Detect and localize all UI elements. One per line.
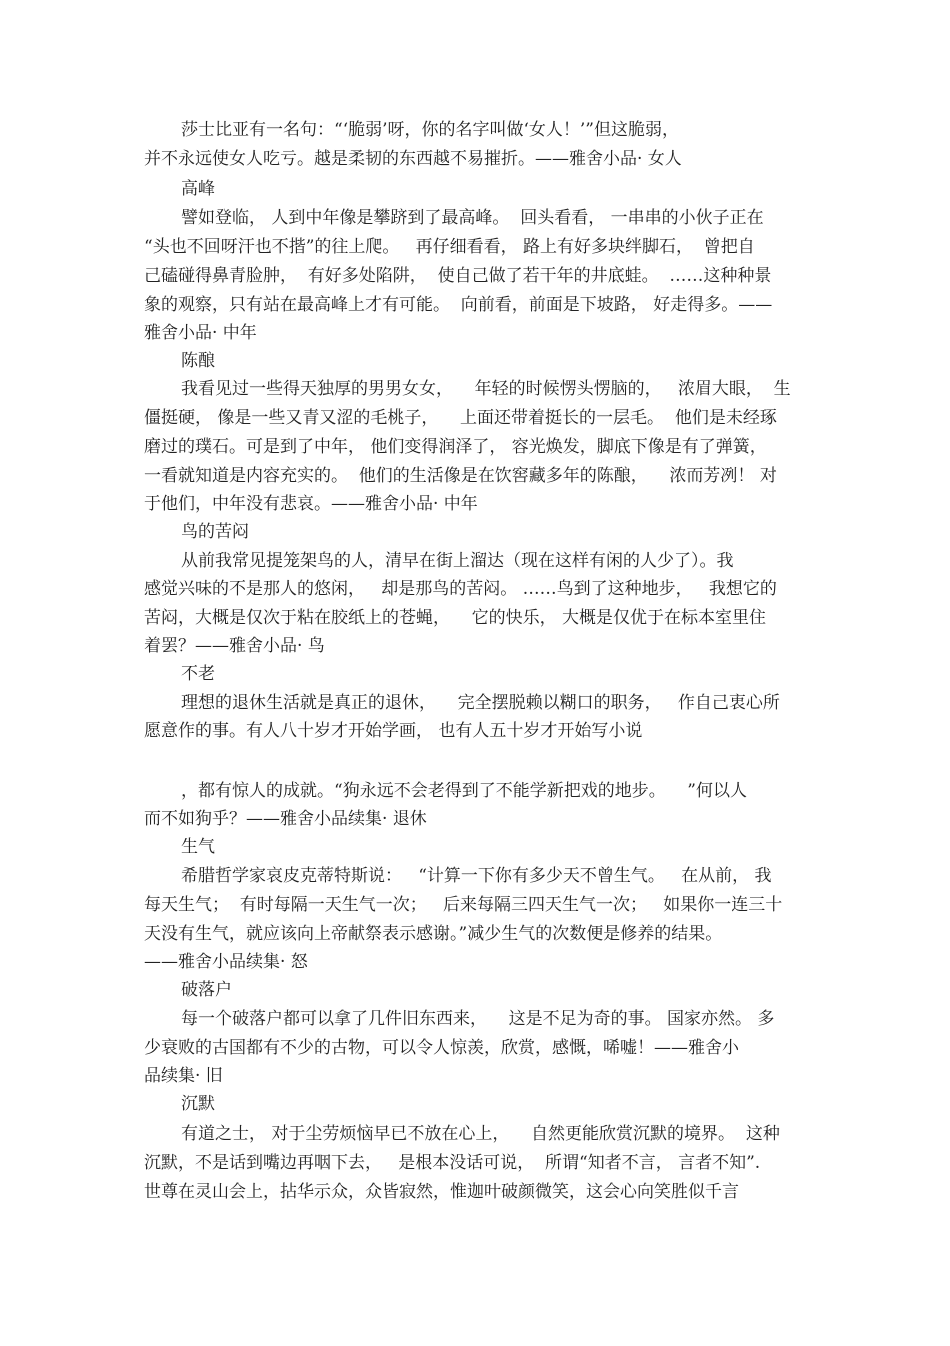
text-line: “头也不回呀汗也不揩”的往上爬。 再仔细看看， 路上有好多块绊脚石， 曾把自: [144, 237, 755, 257]
section-heading: 陈酿: [181, 351, 215, 371]
text-line: 理想的退休生活就是真正的退休， 完全摆脱赖以糊口的职务， 作自己衷心所: [181, 693, 780, 713]
text-line: 世尊在灵山会上，拈华示众，众皆寂然，惟迦叶破颜微笑，这会心向笑胜似千言: [144, 1182, 739, 1202]
text-line: 少衰败的古国都有不少的古物，可以令人惊羡，欣赏，感慨，唏嘘！——雅舍小: [144, 1038, 739, 1058]
text-line: 沉默，不是话到嘴边再咽下去， 是根本没话可说， 所谓“知者不言， 言者不知”.: [144, 1153, 761, 1173]
text-line: 苦闷，大概是仅次于粘在胶纸上的苍蝇， 它的快乐， 大概是仅优于在标本室里住: [144, 608, 767, 628]
text-line: 品续集· 旧: [144, 1066, 223, 1086]
section-heading: 生气: [181, 837, 215, 857]
section-heading: 高峰: [181, 179, 215, 199]
section-heading: 鸟的苦闷: [181, 522, 249, 542]
text-line: 象的观察，只有站在最高峰上才有可能。 向前看，前面是下坡路， 好走得多。——: [144, 295, 773, 315]
text-line: 天没有生气，就应该向上帝献祭表示感谢。”减少生气的次数便是修养的结果。: [144, 924, 723, 944]
text-line: 我看见过一些得天独厚的男男女女， 年轻的时候愣头愣脑的， 浓眉大眼， 生: [181, 379, 791, 399]
text-line: 而不如狗乎？——雅舍小品续集· 退休: [144, 809, 427, 829]
text-line: ，都有惊人的成就。“狗永远不会老得到了不能学新把戏的地步。 ”何以人: [181, 781, 747, 801]
text-line: 着罢？——雅舍小品· 鸟: [144, 636, 325, 656]
section-heading: 不老: [181, 664, 215, 684]
section-heading: 破落户: [181, 980, 232, 1000]
text-line: 感觉兴味的不是那人的悠闲， 却是那鸟的苦闷。 ……鸟到了这种地步， 我想它的: [144, 579, 777, 599]
text-line: 每天生气； 有时每隔一天生气一次； 后来每隔三四天生气一次； 如果你一连三十: [144, 895, 783, 915]
text-line: 于他们，中年没有悲哀。——雅舍小品· 中年: [144, 494, 478, 514]
text-line: 僵挺硬， 像是一些又青又涩的毛桃子， 上面还带着挺长的一层毛。 他们是未经琢: [144, 408, 777, 428]
section-heading: 沉默: [181, 1094, 215, 1114]
text-line: 愿意作的事。有人八十岁才开始学画， 也有人五十岁才开始写小说: [144, 721, 643, 741]
text-line: ——雅舍小品续集· 怒: [144, 952, 308, 972]
text-line: 并不永远使女人吃亏。越是柔韧的东西越不易摧折。——雅舍小品· 女人: [144, 149, 682, 169]
text-line: 从前我常见提笼架鸟的人，清早在街上溜达（现在这样有闲的人少了）。我: [181, 551, 734, 571]
text-line: 每一个破落户都可以拿了几件旧东西来， 这是不足为奇的事。 国家亦然。 多: [181, 1009, 775, 1029]
text-line: 希腊哲学家哀皮克蒂特斯说： “计算一下你有多少天不曾生气。 在从前， 我: [181, 866, 772, 886]
text-line: 雅舍小品· 中年: [144, 323, 257, 343]
text-line: 一看就知道是内容充实的。 他们的生活像是在饮窖藏多年的陈酿， 浓而芳冽！ 对: [144, 466, 777, 486]
text-line: 莎士比亚有一名句：“‘脆弱’呀，你的名字叫做‘女人！’”但这脆弱，: [181, 120, 679, 140]
text-line: 譬如登临， 人到中年像是攀跻到了最高峰。 回头看看， 一串串的小伙子正在: [181, 208, 764, 228]
text-line: 磨过的璞石。可是到了中年， 他们变得润泽了， 容光焕发，脚底下像是有了弹簧，: [144, 437, 767, 457]
text-line: 有道之士， 对于尘劳烦恼早已不放在心上， 自然更能欣赏沉默的境界。 这种: [181, 1124, 780, 1144]
text-line: 己磕碰得鼻青脸肿， 有好多处陷阱， 使自己做了若干年的井底蛙。 ……这种种景: [144, 266, 772, 286]
